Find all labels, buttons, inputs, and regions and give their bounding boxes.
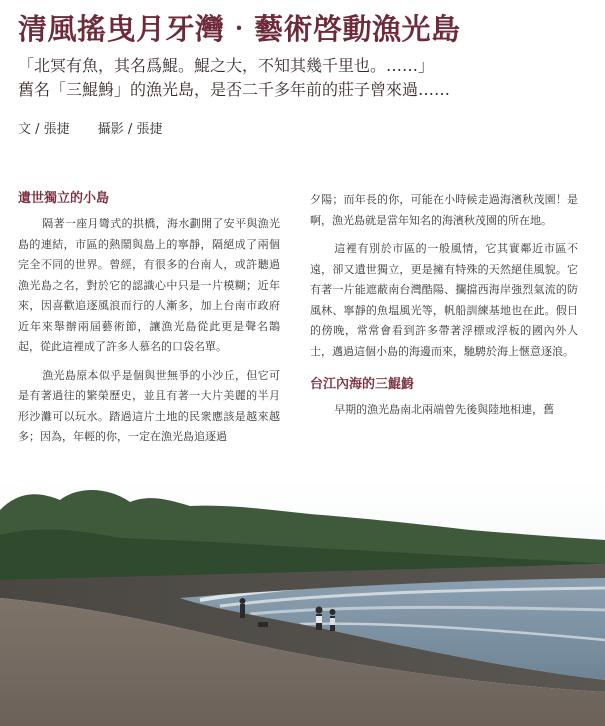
article-credits (18, 118, 418, 137)
article-title: 清風搖曳月牙灣‧藝術啓動漁光島 (18, 12, 461, 46)
right-column (310, 190, 578, 429)
body-paragraph: 夕陽；而年長的你，可能在小時候走過海濱秋茂園！是啊，漁光島就是當年知名的海濱秋茂園的所在地。 (310, 193, 578, 227)
beach-photo-illustration (0, 480, 605, 726)
article-lead-quote (18, 54, 598, 102)
body-paragraph: 早期的漁光島南北兩端曾先後與陸地相連，舊 (334, 403, 555, 416)
photographer-credit: 攝影 / 張捷 (97, 122, 163, 137)
section-heading-taijiang: 台江內海的三鯤鯓 (310, 377, 415, 392)
body-paragraph: 這裡有別於市區的一般風情，它其實鄰近市區不遠，卻又遺世獨立，更是擁有特殊的天然絕佳風貌。它有著一片能遮蔽南台灣酷陽、攔擋西海岸強烈氣流的防風林、寧靜的魚塭風光等，帆船訓練基地也在此。假日的傍晚，常常會看到許多帶著浮標或浮板的國內外人士，邁過這個小島的海邊而來，馳騁於海上愜意逐浪。 (310, 242, 578, 358)
lead-quote-line-1: 「北冥有魚，其名爲鯤。鯤之大，不知其幾千里也。……」 (18, 56, 435, 75)
beach-photo (0, 480, 605, 726)
section-heading-isolated-island: 遺世獨立的小島 (18, 191, 110, 206)
lead-quote-line-2: 舊名「三鯤鯓」的漁光島，是否二千多年前的莊子曾來過…… (18, 80, 451, 99)
left-column (18, 190, 280, 456)
body-paragraph: 漁光島原本似乎是個與世無爭的小沙丘，但它可是有著過往的繁榮歷史，並且有著一大片美麗的半月形沙灘可以玩水。踏過這片土地的民衆應該是越來越多；因為，年輕的你，一定在漁光島追逐過 (18, 368, 280, 443)
body-paragraph: 隔著一座月彎式的拱橋，海水劃開了安平與漁光島的連結，市區的熱鬧與島上的寧靜，隔絕成了兩個完全不同的世界。曾經，有很多的台南人，或許聽過漁光島之名，對於它的認識心中只是一片模糊；近年來，因喜歡追逐風浪而行的人漸多，加上台南市政府近年來舉辦兩屆藝術節，讓漁光島從此更是聲名鵲起，從此這裡成了許多人慕名的口袋名單。 (18, 217, 280, 353)
writer-credit: 文 / 張捷 (18, 122, 70, 137)
